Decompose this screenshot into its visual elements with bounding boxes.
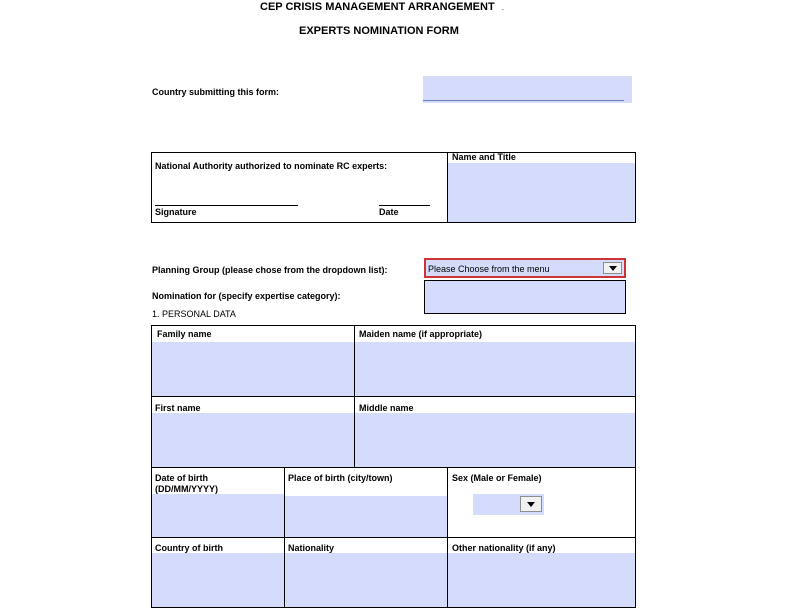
- sex-label: Sex (Male or Female): [452, 473, 542, 483]
- authority-label: National Authority authorized to nominate RC experts:: [155, 161, 388, 171]
- dob-label: Date of birth (DD/MM/YYYY): [155, 473, 218, 494]
- family-name-label: Family name: [157, 329, 212, 339]
- other-nationality-label: Other nationality (if any): [452, 543, 556, 553]
- chevron-down-icon: [609, 266, 617, 271]
- country-input[interactable]: [423, 76, 632, 103]
- nationality-input[interactable]: [285, 553, 447, 607]
- nomination-label: Nomination for (specify expertise category):: [152, 291, 341, 301]
- row3-bottom-line: [151, 537, 636, 538]
- form-subtitle: EXPERTS NOMINATION FORM: [299, 25, 459, 37]
- planning-group-label: Planning Group (please chose from the dropdown list):: [152, 265, 388, 275]
- form-title: CEP CRISIS MANAGEMENT ARRANGEMENT .: [260, 1, 504, 13]
- chevron-down-icon: [527, 502, 535, 507]
- country-of-birth-input[interactable]: [152, 553, 284, 607]
- first-name-label: First name: [155, 403, 201, 413]
- middle-name-input[interactable]: [355, 413, 635, 467]
- row1-bottom-line: [151, 396, 636, 397]
- planning-group-selected: Please Choose from the menu: [428, 264, 550, 274]
- place-of-birth-label: Place of birth (city/town): [288, 473, 393, 483]
- nomination-input[interactable]: [424, 280, 626, 314]
- nationality-label: Nationality: [288, 543, 335, 553]
- signature-line: [155, 205, 298, 206]
- date-line: [379, 205, 430, 206]
- maiden-name-input[interactable]: [355, 342, 635, 396]
- name-title-label: Name and Title: [452, 152, 516, 162]
- personal-data-heading: 1. PERSONAL DATA: [152, 309, 236, 319]
- sex-dropdown-button[interactable]: [520, 496, 542, 512]
- first-name-input[interactable]: [152, 413, 354, 467]
- date-label: Date: [379, 207, 399, 217]
- planning-group-dropdown-button[interactable]: [603, 262, 622, 274]
- sex-select[interactable]: [473, 494, 544, 515]
- planning-group-select[interactable]: [424, 258, 626, 278]
- title-mark: .: [501, 3, 504, 12]
- country-label: Country submitting this form:: [152, 87, 279, 97]
- other-nationality-input[interactable]: [448, 553, 635, 607]
- country-of-birth-label: Country of birth: [155, 543, 223, 553]
- name-title-input[interactable]: [448, 163, 635, 222]
- maiden-name-label: Maiden name (if appropriate): [359, 329, 483, 339]
- country-input-underline: [423, 100, 624, 101]
- dob-input[interactable]: [152, 494, 284, 537]
- family-name-input[interactable]: [152, 342, 354, 396]
- middle-name-label: Middle name: [359, 403, 414, 413]
- place-of-birth-input[interactable]: [285, 496, 447, 537]
- signature-label: Signature: [155, 207, 197, 217]
- row2-bottom-line: [151, 467, 636, 468]
